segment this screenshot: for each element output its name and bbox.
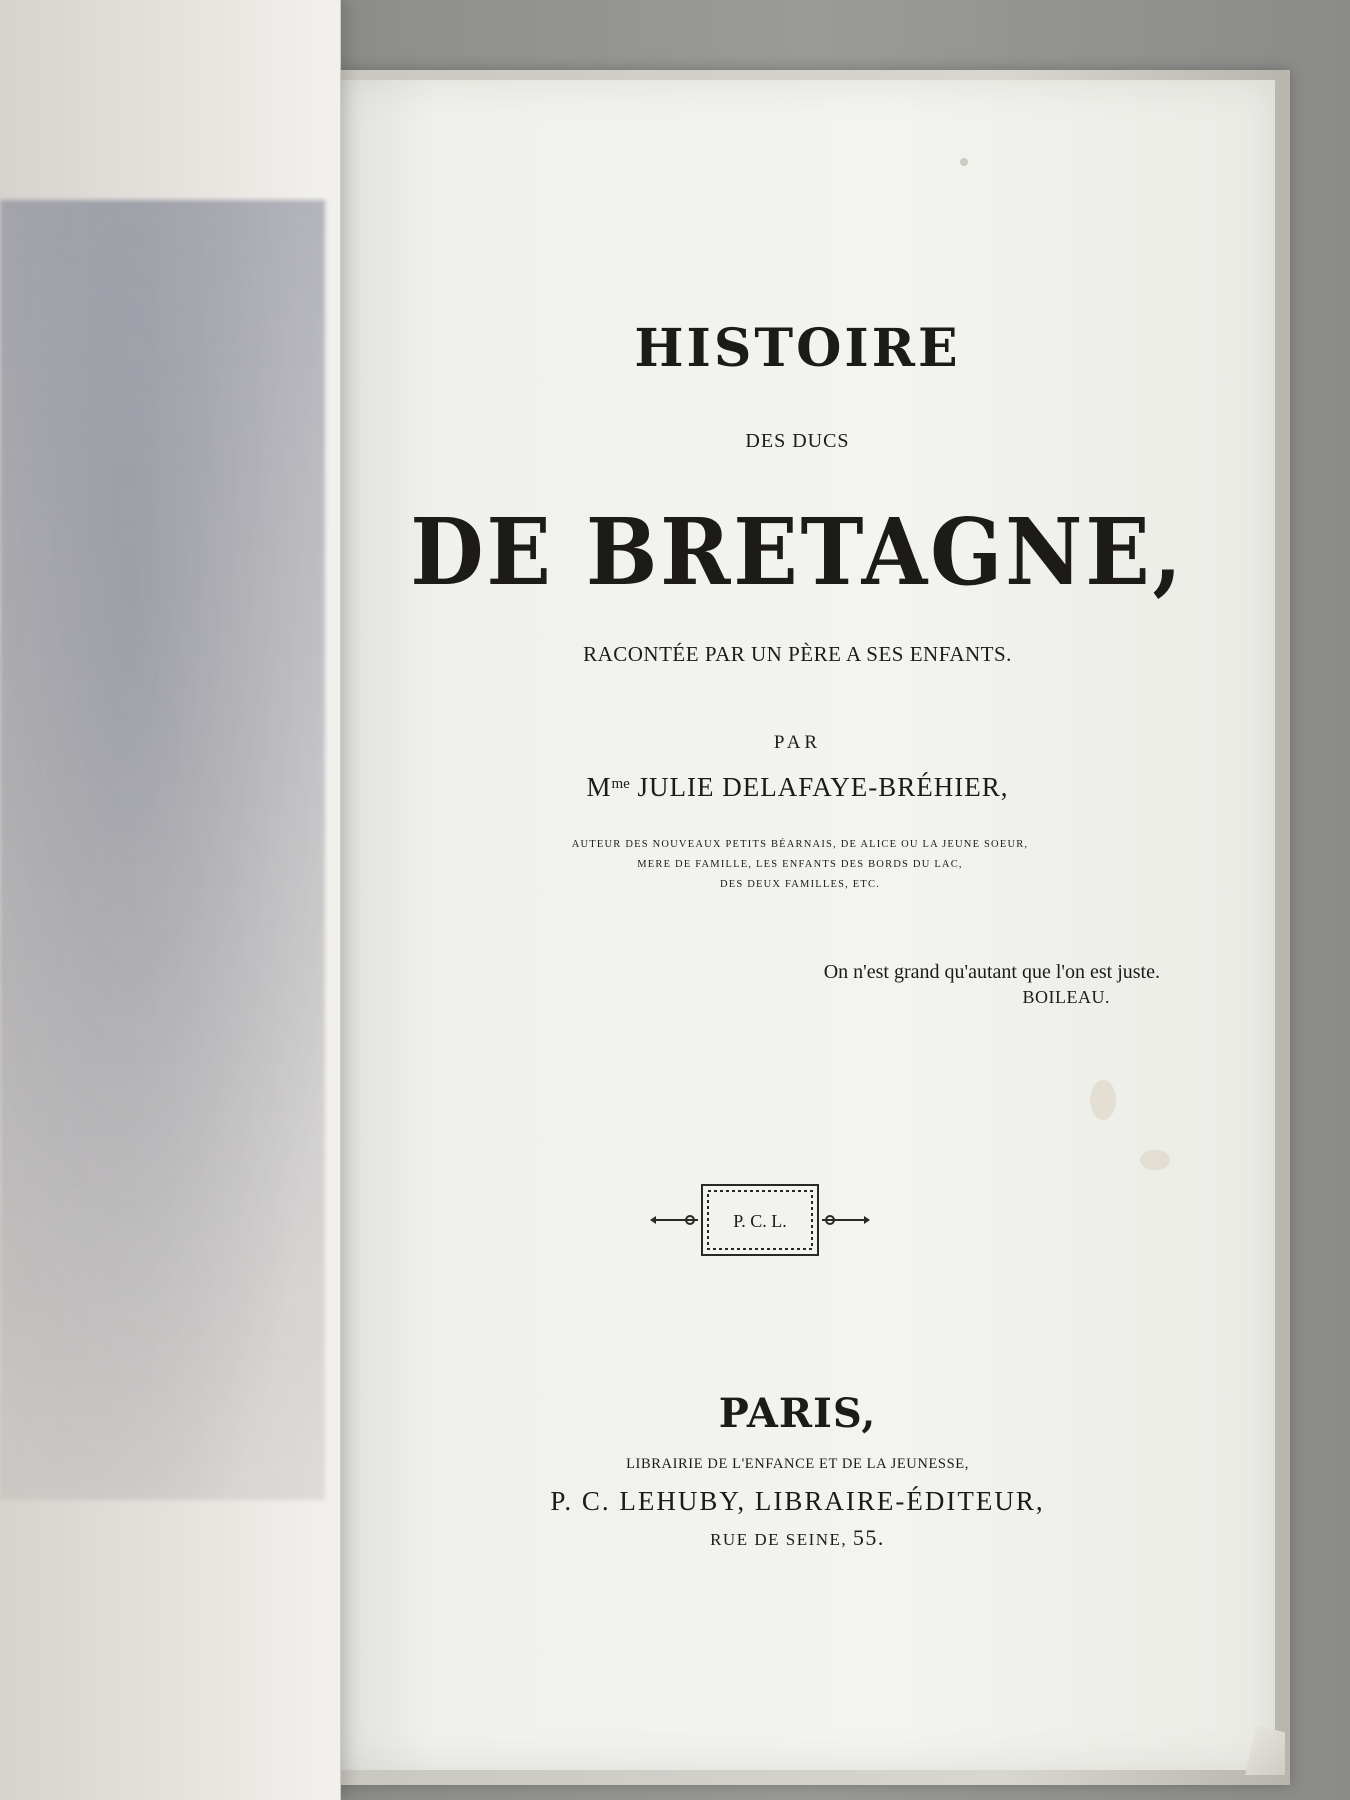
author-works: [500, 835, 1100, 895]
imprint-city: PARIS,: [718, 1390, 877, 1437]
foxing-spot: [1140, 1150, 1170, 1170]
author-works-line: AUTEUR DES NOUVEAUX PETITS BÉARNAIS, DE ALICE OU LA JEUNE SOEUR,: [571, 839, 1029, 850]
author-works-line: MERE DE FAMILLE, LES ENFANTS DES BORDS DU LAC,: [637, 859, 963, 870]
author-works-line: DES DEUX FAMILLES, ETC.: [719, 879, 881, 890]
epigraph-source: BOILEAU.: [1022, 987, 1110, 1007]
author-fullname: JULIE DELAFAYE-BRÉHIER,: [637, 772, 1009, 802]
frontispiece-showthrough: [0, 200, 325, 1500]
imprint-street-number: 55.: [852, 1525, 885, 1550]
ornament-right-tip: [864, 1216, 870, 1224]
foxing-spot: [960, 158, 968, 166]
device-monogram: P. C. L.: [733, 1211, 787, 1231]
title-line-des-ducs: DES DUCS: [745, 430, 850, 452]
author-honorific: $M^{me}$: [586, 772, 630, 802]
title-line-histoire: HISTOIRE: [634, 318, 961, 379]
imprint-address: [320, 1525, 1275, 1551]
imprint-street: RUE DE SEINE,: [710, 1530, 848, 1549]
imprint-line-publisher: P. C. LEHUBY, LIBRAIRE-ÉDITEUR,: [550, 1486, 1045, 1516]
ornament-left-tip: [650, 1216, 656, 1224]
subtitle: RACONTÉE PAR UN PÈRE A SES ENFANTS.: [583, 642, 1012, 666]
by-line: PAR: [773, 732, 822, 753]
author-name: [320, 772, 1275, 803]
tissue-guard-leaf: [0, 0, 341, 1800]
epigraph: On n'est grand qu'autant que l'on est juste.: [823, 961, 1160, 983]
foxing-spot: [1090, 1080, 1116, 1120]
publisher-device-ornament: [650, 1175, 870, 1265]
imprint-line-librairie: LIBRAIRIE DE L'ENFANCE ET DE LA JEUNESSE,: [626, 1456, 969, 1472]
title-line-de-bretagne: DE BRETAGNE,: [410, 498, 1185, 606]
